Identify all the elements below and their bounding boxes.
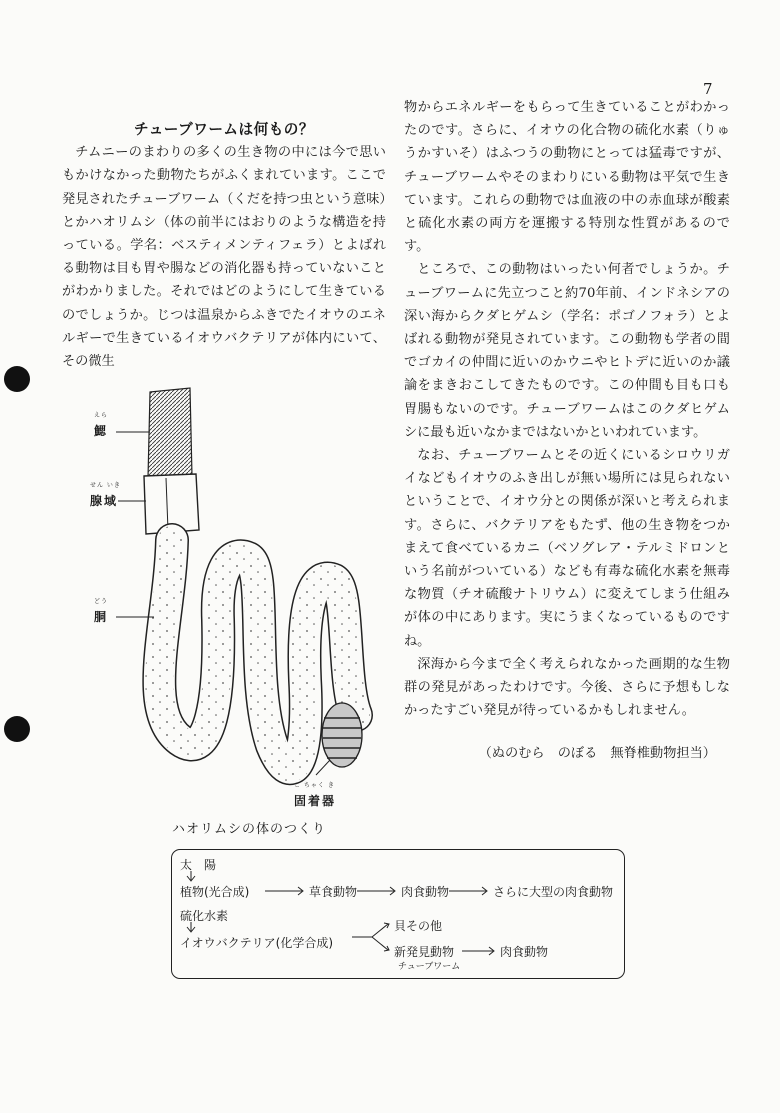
sun-label: 太 陽 [180, 858, 217, 872]
shellfish-label: 貝その他 [394, 919, 443, 933]
right-arrow-icon [265, 886, 305, 896]
trunk-label: 胴 [94, 610, 109, 624]
punch-hole-bottom [4, 716, 30, 742]
gills-label: 鰓 [94, 424, 109, 438]
gills-ruby: えら [94, 412, 109, 419]
tubeworm-label: チューブワーム [398, 962, 461, 972]
food-chain-diagram [171, 849, 625, 979]
sulfur-bacteria-label: イオウバクテリア(化学合成) [180, 936, 334, 950]
down-arrow-icon [186, 871, 196, 883]
tubeworm-illustration [80, 380, 400, 830]
new-animals-label: 新発見動物 [394, 945, 455, 959]
trunk-ruby: どう [94, 598, 109, 605]
large-carnivores-label: さらに大型の肉食動物 [493, 885, 614, 899]
right-column [404, 96, 730, 766]
right-arrow-icon [462, 946, 496, 956]
glandular-label: 腺域 [90, 494, 119, 508]
anchor-ruby: こ ちゃく き [294, 782, 335, 789]
figure-caption: ハオリムシの体のつくり [172, 822, 327, 837]
right-paragraph-3: なお、チューブワームとその近くにいるシロウリガイなどもイオウのふき出しが無い場所には見られないということで、イオウ分との関係が深いと考えられます。さらに、バクテリアをもたず、他の生き物をつかまえて食べているカニ（ベソグレア・テルミドロンという名前がついている）なども有毒な硫化水素を無毒な物質（チオ硫酸ナトリウム）に変えてしまう仕組みが体の中にあります。実にうまくなっているものですね。 [404, 448, 730, 649]
anchor-label: 固着器 [294, 794, 337, 808]
punch-hole-top [4, 366, 30, 392]
carnivores2-label: 肉食動物 [500, 945, 549, 959]
page-number: 7 [703, 80, 713, 98]
right-paragraph-4: 深海から今まで全く考えられなかった画期的な生物群の発見があったわけです。今後、さらに予想もしなかったすごい発見が待っているかもしれません。 [404, 656, 730, 719]
author-signature: （ぬのむら のぼる 無脊椎動物担当） [478, 746, 716, 762]
glandular-ruby: せん いき [90, 482, 121, 489]
herbivores-label: 草食動物 [309, 885, 358, 899]
plants-label: 植物(光合成) [180, 885, 250, 899]
left-paragraph-1: チムニーのまわりの多くの生き物の中には今で思いもかけなかった動物たちがふくまれています。ここで発見されたチューブワーム（くだを持つ虫という意味）とかハオリムシ（体の前半にはおりのような構造を持っている。学名：ベスティメンティフェラ）とよばれる動物は目も胃や腸などの消化器も持っていないことがわかりました。それではどのようにして生きているのでしょうか。じつは温泉からふきでたイオウのエネルギーで生きているイオウバクテリアが体内にいて、その微生 [62, 145, 386, 370]
left-column [62, 96, 386, 373]
branch-arrow-icon [352, 920, 392, 954]
right-arrow-icon [357, 886, 397, 896]
right-arrow-icon [449, 886, 489, 896]
down-arrow-icon [186, 922, 196, 934]
article-heading: チューブワームは何もの？ [134, 121, 314, 138]
tubeworm-drawing [80, 380, 400, 830]
carnivores-label: 肉食動物 [401, 885, 450, 899]
right-paragraph-2: ところで、この動物はいったい何者でしょうか。チューブワームに先立つこと約70年前、インドネシアの深い海からクダヒゲムシ（学名：ポゴノフォラ）とよばれる動物が発見されています。この動物も学者の間でゴカイの仲間に近いのかウニやヒトデに近いのか議論をまきおこしてきたものです。この仲間も目も口も胃腸もないのです。チューブワームはこのクダヒゲムシに最も近いなかまではないかといわれています。 [404, 262, 730, 440]
h2s-label: 硫化水素 [180, 909, 229, 923]
right-paragraph-1: 物からエネルギーをもらって生きていることがわかったのです。さらに、イオウの化合物の硫化水素（りゅうかすいそ）はふつうの動物にとっては猛毒ですが、チューブワームやそのまわりにいる動物は平気で生きています。これらの動物では血液の中の赤血球が酸素と硫化水素の両方を運搬する特別な性質があるのです。 [404, 100, 730, 255]
